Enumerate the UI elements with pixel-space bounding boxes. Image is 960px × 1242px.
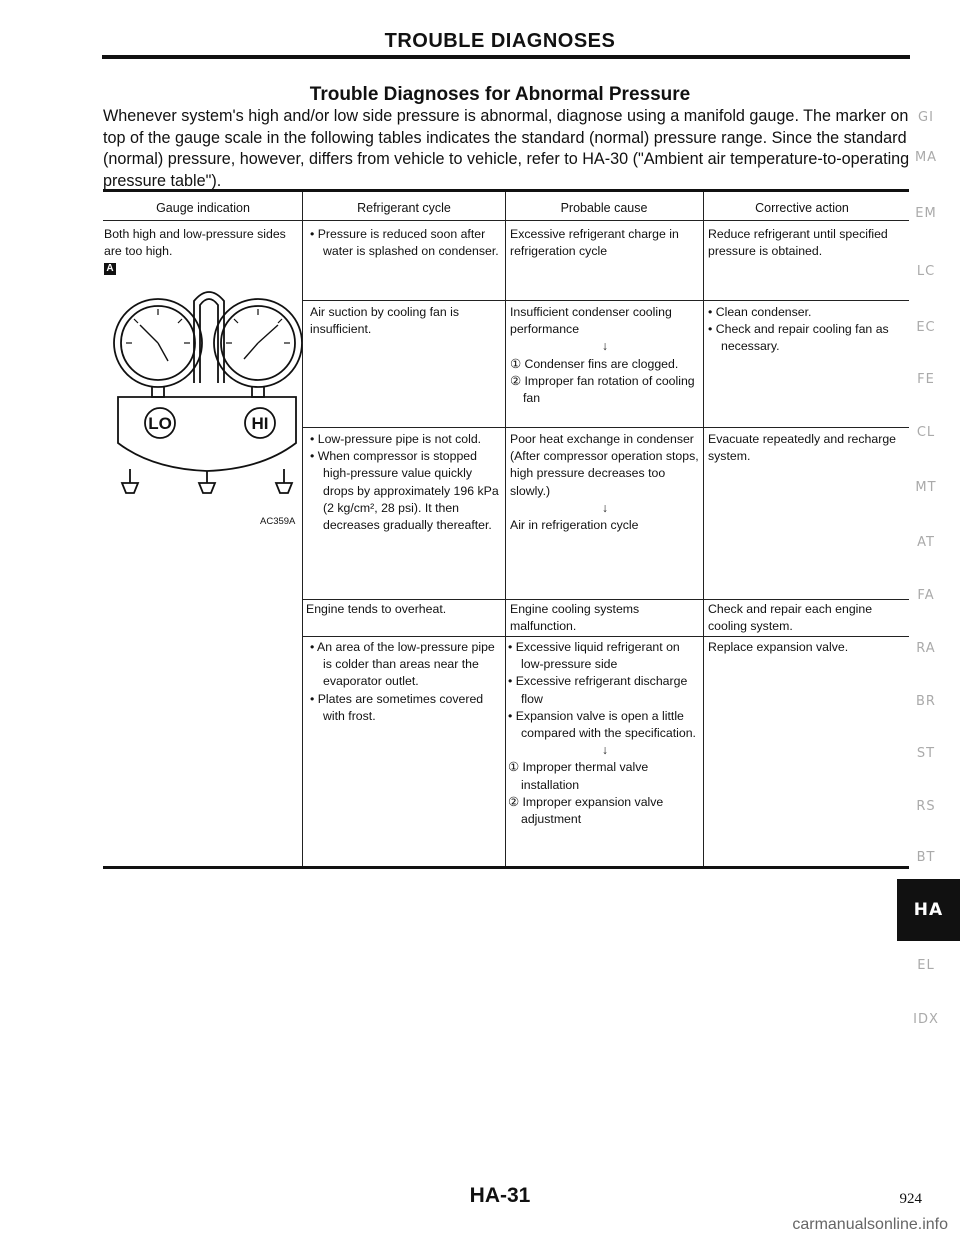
gauge-lo-label: LO (148, 414, 172, 433)
side-tab-gi[interactable]: GI (918, 110, 934, 125)
row4-cause: Engine cooling systems malfunction. (510, 602, 640, 634)
side-tab-idx[interactable]: IDX (913, 1012, 939, 1027)
side-tab-ra[interactable]: RA (916, 641, 936, 656)
header-divider (103, 220, 909, 221)
side-tab-rs[interactable]: RS (916, 799, 936, 814)
header-rule (102, 55, 910, 59)
bullet-icon: • (508, 708, 516, 723)
row5-cycle: • An area of the low-pressure pipe is colder than areas near the evaporator outlet. • Plates are sometimes covered with frost. (310, 640, 495, 723)
gauge-indication-text: Both high and low-pressure sides are too high. (104, 227, 286, 259)
colhead-refrigerant-cycle: Refrigerant cycle (357, 201, 451, 215)
bullet-icon: • (708, 322, 716, 337)
row3-cycle: • Low-pressure pipe is not cold. • When compressor is stopped high-pressure value quickly drops by approximately 196 kPa (2 kg/cm², 28 psi). It then decreases gradually thereafter. (310, 432, 499, 533)
side-tab-br[interactable]: BR (916, 694, 936, 709)
row-divider (303, 427, 909, 428)
row-divider (303, 599, 909, 600)
table-bottom-rule (103, 866, 909, 869)
section-title: Trouble Diagnoses for Abnormal Pressure (309, 84, 691, 105)
manifold-gauge-figure (112, 283, 302, 513)
bullet-icon: • (310, 227, 318, 241)
row5-cause: • Excessive liquid refrigerant on low-pressure side • Excessive refrigerant discharge flow • Expansion valve is open a little compared with the specification. ↓ ① Improper thermal valve installation ② Improper expansion valve adjustment (508, 639, 702, 828)
side-tab-ha-active[interactable]: HA (897, 879, 960, 941)
page-index: 924 (899, 1191, 922, 1207)
side-tab-bt[interactable]: BT (916, 850, 936, 865)
side-tab-ec[interactable]: EC (916, 320, 936, 335)
row2-action: • Clean condenser. • Check and repair cooling fan as necessary. (708, 305, 889, 354)
row4-cycle: Engine tends to overheat. (306, 602, 447, 616)
bullet-icon: • (708, 305, 716, 319)
page-header-title: TROUBLE DIAGNOSES (384, 30, 616, 52)
row1-cause: Excessive refrigerant charge in refrigeration cycle (510, 227, 679, 259)
bullet-icon: • (508, 640, 516, 654)
bullet-icon: • (310, 691, 318, 706)
column-divider (703, 192, 704, 867)
row2-cycle: Air suction by cooling fan is insufficient. (310, 305, 460, 337)
row3-action: Evacuate repeatedly and recharge system. (708, 432, 896, 464)
gauge-hi-label: HI (251, 414, 269, 433)
row1-cycle: • Pressure is reduced soon after water is splashed on condenser. (310, 227, 499, 259)
column-divider (505, 192, 506, 867)
row5-action: Replace expansion valve. (708, 640, 849, 654)
row4-action: Check and repair each engine cooling system. (708, 602, 873, 634)
row1-action: Reduce refrigerant until specified pressure is obtained. (708, 227, 888, 259)
down-arrow-icon: ↓ (601, 500, 609, 515)
side-tab-mt[interactable]: MT (915, 480, 937, 495)
bullet-icon: • (310, 640, 318, 654)
side-tab-em[interactable]: EM (915, 206, 937, 221)
side-tab-fe[interactable]: FE (917, 372, 935, 387)
side-tab-cl[interactable]: CL (916, 425, 936, 440)
column-divider (302, 192, 303, 867)
figure-code: AC359A (260, 516, 296, 527)
down-arrow-icon: ↓ (601, 743, 609, 758)
colhead-gauge-indication: Gauge indication (156, 201, 250, 215)
side-tab-ma[interactable]: MA (914, 150, 938, 165)
watermark: carmanualsonline.info (792, 1216, 948, 1233)
row3-cause: Poor heat exchange in condenser (After compressor operation stops, high pressure decreases too slowly.) ↓ Air in refrigeration cycle (510, 432, 699, 533)
row-divider (303, 636, 909, 637)
side-tab-el[interactable]: EL (917, 958, 935, 973)
table-top-rule (103, 189, 909, 192)
bullet-icon: • (508, 674, 516, 689)
side-tab-fa[interactable]: FA (917, 588, 935, 603)
intro-paragraph: Whenever system's high and/or low side pressure is abnormal, diagnose using a manifold gauge. The marker on top of the gauge scale in the following tables indicates the standard (normal) pressure range. Since the standard (normal) pressure, however, differs from vehicle to vehicle, refer to HA-30 ("Ambient air temperature-to-operating pressure table"). (103, 107, 910, 190)
bullet-icon: • (310, 432, 318, 446)
colhead-corrective-action: Corrective action (755, 201, 849, 215)
gauge-badge-a: A (104, 263, 116, 275)
side-tab-at[interactable]: AT (917, 535, 935, 550)
row-divider (303, 300, 909, 301)
colhead-probable-cause: Probable cause (560, 201, 648, 215)
bullet-icon: • (310, 449, 318, 464)
down-arrow-icon: ↓ (601, 339, 609, 354)
page-number: HA-31 (469, 1184, 531, 1207)
side-tab-st[interactable]: ST (916, 746, 936, 761)
side-tab-lc[interactable]: LC (916, 264, 936, 279)
row2-cause: Insufficient condenser cooling performance ↓ ① Condenser fins are clogged. ② Improper fan rotation of cooling fan (510, 304, 700, 407)
